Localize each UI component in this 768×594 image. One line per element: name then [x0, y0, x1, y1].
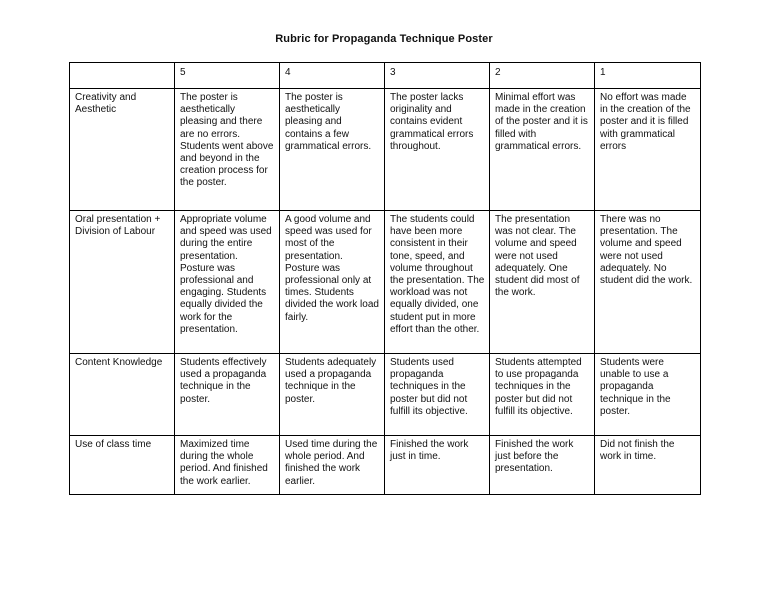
descriptor-cell: Appropriate volume and speed was used during the entire presentation. Posture was professional and engaging. Students equally divided the work for the presentation.	[175, 211, 280, 354]
header-cell-score-4: 4	[280, 63, 385, 89]
header-cell-score-2: 2	[490, 63, 595, 89]
table-row	[70, 89, 701, 211]
descriptor-cell: Students were unable to use a propaganda technique in the poster.	[595, 354, 701, 436]
descriptor-cell: Students effectively used a propaganda technique in the poster.	[175, 354, 280, 436]
descriptor-cell: The poster is aesthetically pleasing and there are no errors. Students went above and beyond in the creation process for the poster.	[175, 89, 280, 211]
descriptor-cell: The presentation was not clear. The volume and speed were not used adequately. One student did most of the work.	[490, 211, 595, 354]
descriptor-cell: There was no presentation. The volume and speed were not used adequately. No student did the work.	[595, 211, 701, 354]
descriptor-cell: Used time during the whole period. And finished the work earlier.	[280, 436, 385, 495]
header-cell-criteria	[70, 63, 175, 89]
descriptor-cell: The students could have been more consistent in their tone, speed, and volume throughout the presentation. The workload was not equally divided, one student put in more effort than the other.	[385, 211, 490, 354]
page-title: Rubric for Propaganda Technique Poster	[275, 33, 493, 45]
table-row	[70, 211, 701, 354]
descriptor-cell: A good volume and speed was used for most of the presentation. Posture was professional only at times. Students divided the work load fairly.	[280, 211, 385, 354]
descriptor-cell: Minimal effort was made in the creation of the poster and it is filled with grammatical errors.	[490, 89, 595, 211]
descriptor-cell: Students used propaganda techniques in the poster but did not fulfill its objective.	[385, 354, 490, 436]
descriptor-cell: Did not finish the work in time.	[595, 436, 701, 495]
descriptor-cell: No effort was made in the creation of the poster and it is filled with grammatical errors	[595, 89, 701, 211]
descriptor-cell: The poster lacks originality and contains evident grammatical errors throughout.	[385, 89, 490, 211]
rubric-table	[69, 62, 701, 495]
criterion-cell: Creativity and Aesthetic	[70, 89, 175, 211]
header-cell-score-1: 1	[595, 63, 701, 89]
criterion-cell: Oral presentation + Division of Labour	[70, 211, 175, 354]
criterion-cell: Content Knowledge	[70, 354, 175, 436]
table-row	[70, 354, 701, 436]
table-row	[70, 436, 701, 495]
header-row	[70, 63, 701, 89]
descriptor-cell: Students adequately used a propaganda technique in the poster.	[280, 354, 385, 436]
criterion-cell: Use of class time	[70, 436, 175, 495]
descriptor-cell: Finished the work just before the presentation.	[490, 436, 595, 495]
descriptor-cell: Finished the work just in time.	[385, 436, 490, 495]
descriptor-cell: Students attempted to use propaganda techniques in the poster but did not fulfill its objective.	[490, 354, 595, 436]
descriptor-cell: The poster is aesthetically pleasing and contains a few grammatical errors.	[280, 89, 385, 211]
descriptor-cell: Maximized time during the whole period. And finished the work earlier.	[175, 436, 280, 495]
header-cell-score-5: 5	[175, 63, 280, 89]
header-cell-score-3: 3	[385, 63, 490, 89]
